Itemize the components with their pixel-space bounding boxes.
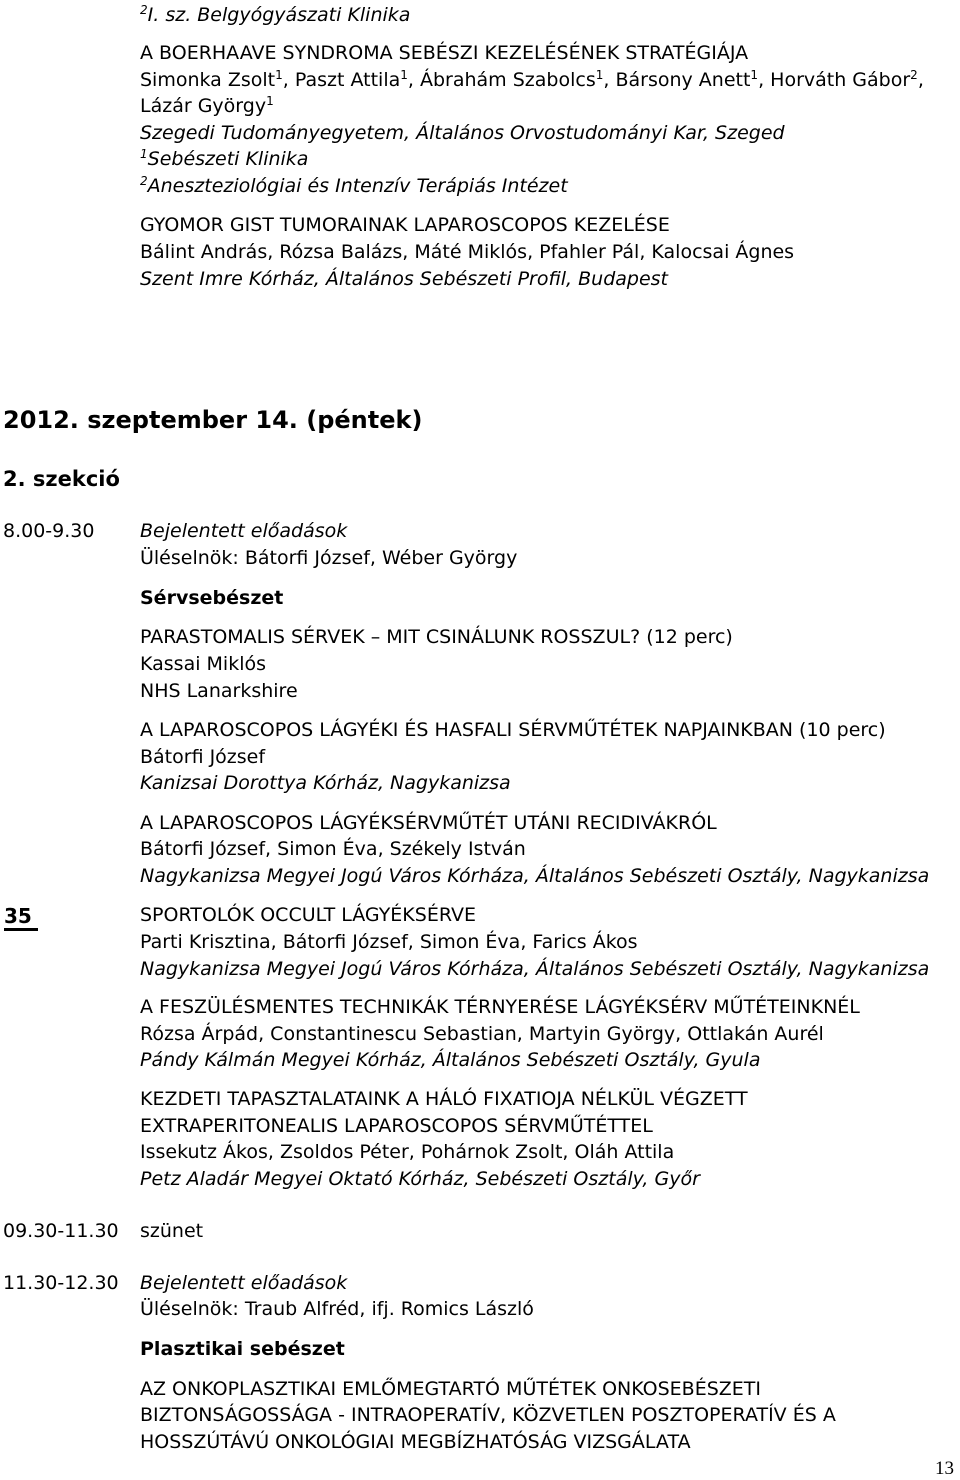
dept-sup: 1 bbox=[140, 147, 148, 161]
badge-underline bbox=[4, 928, 38, 931]
talk-title: AZ ONKOPLASZTIKAI EMLŐMEGTARTÓ MŰTÉTEK ONKOSEBÉSZETI bbox=[140, 1378, 762, 1400]
talk-authors: Parti Krisztina, Bátorfi József, Simon Éva, Farics Ákos bbox=[140, 931, 638, 953]
talk-authors: Issekutz Ákos, Zsoldos Péter, Pohárnok Zsolt, Oláh Attila bbox=[140, 1141, 675, 1163]
talk-title: SPORTOLÓK OCCULT LÁGYÉKSÉRVE bbox=[140, 904, 476, 926]
talk-institution: Petz Aladár Megyei Oktató Kórház, Sebészeti Osztály, Győr bbox=[140, 1168, 700, 1190]
author-sup: 1 bbox=[750, 68, 759, 82]
section-heading: 2. szekció bbox=[3, 467, 120, 491]
talk-institution: Kanizsai Dorottya Kórház, Nagykanizsa bbox=[140, 772, 511, 794]
abstract1-authors bbox=[140, 68, 924, 91]
author-sep: , bbox=[758, 69, 771, 91]
dept-text: Aneszteziológiai és Intenzív Terápiás Intézet bbox=[147, 175, 568, 197]
block2-time: 11.30-12.30 bbox=[3, 1272, 119, 1294]
author-name: Horváth Gábor bbox=[770, 69, 911, 91]
author-name: Simonka Zsolt bbox=[140, 69, 276, 91]
abstract1-institution: Szegedi Tudományegyetem, Általános Orvostudományi Kar, Szeged bbox=[140, 122, 785, 144]
author-sep: , bbox=[917, 69, 924, 91]
author-sup: 2 bbox=[910, 68, 918, 82]
author-sup: 1 bbox=[266, 94, 274, 108]
author-sep: , bbox=[603, 69, 616, 91]
block2-chairs: Üléselnök: Traub Alfréd, ifj. Romics László bbox=[140, 1298, 534, 1320]
talk-authors: Bátorfi József bbox=[140, 746, 266, 768]
author-sup: 1 bbox=[400, 68, 408, 82]
talk-title-line3: HOSSZÚTÁVÚ ONKOLÓGIAI MEGBÍZHATÓSÁG VIZSGÁLATA bbox=[140, 1431, 691, 1453]
dept-sup: 2 bbox=[140, 174, 148, 188]
talk-institution: Nagykanizsa Megyei Jogú Város Kórháza, Általános Sebészeti Osztály, Nagykanizsa bbox=[140, 958, 930, 980]
talk-institution: NHS Lanarkshire bbox=[140, 680, 298, 702]
talk-authors: Kassai Miklós bbox=[140, 653, 267, 675]
block2-topic: Plasztikai sebészet bbox=[140, 1338, 345, 1360]
author-name: Ábrahám Szabolcs bbox=[419, 69, 596, 91]
block1-label: Bejelentett előadások bbox=[140, 520, 348, 542]
author-sup: 1 bbox=[275, 68, 283, 82]
author-name: Bársony Anett bbox=[615, 69, 751, 91]
affil-text: I. sz. Belgyógyászati Klinika bbox=[147, 4, 411, 26]
author-sep: , bbox=[407, 69, 420, 91]
abstract1-title: A BOERHAAVE SYNDROMA SEBÉSZI KEZELÉSÉNEK STRATÉGIÁJA bbox=[140, 42, 749, 64]
abstract1-dept2 bbox=[140, 174, 568, 197]
break-label: szünet bbox=[140, 1220, 204, 1242]
talk-title: KEZDETI TAPASZTALATAINK A HÁLÓ FIXATIOJA NÉLKÜL VÉGZETT bbox=[140, 1088, 748, 1110]
page-number: 13 bbox=[935, 1458, 954, 1479]
talk-title: A FESZÜLÉSMENTES TECHNIKÁK TÉRNYERÉSE LÁGYÉKSÉRV MŰTÉTEINKNÉL bbox=[140, 996, 860, 1018]
author-name: Paszt Attila bbox=[294, 69, 401, 91]
break-time: 09.30-11.30 bbox=[3, 1220, 119, 1242]
author-sup: 1 bbox=[595, 68, 604, 82]
abstract1-authors-line2 bbox=[140, 94, 274, 117]
talk-institution: Pándy Kálmán Megyei Kórház, Általános Sebészeti Osztály, Gyula bbox=[140, 1049, 761, 1071]
block1-time: 8.00-9.30 bbox=[3, 520, 95, 542]
side-badge: 35 bbox=[4, 904, 32, 928]
abstract2-authors: Bálint András, Rózsa Balázs, Máté Miklós, Pfahler Pál, Kalocsai Ágnes bbox=[140, 241, 795, 263]
author-sep: , bbox=[282, 69, 295, 91]
affiliation-line bbox=[140, 3, 411, 26]
talk-title: PARASTOMALIS SÉRVEK – MIT CSINÁLUNK ROSSZUL? (12 perc) bbox=[140, 626, 733, 648]
dept-text: Sebészeti Klinika bbox=[147, 148, 309, 170]
author-name: Lázár György bbox=[140, 95, 267, 117]
affil-sup: 2 bbox=[140, 3, 148, 17]
day-heading: 2012. szeptember 14. (péntek) bbox=[3, 406, 423, 434]
abstract2-title: GYOMOR GIST TUMORAINAK LAPAROSCOPOS KEZELÉSE bbox=[140, 214, 670, 236]
talk-title: A LAPAROSCOPOS LÁGYÉKI ÉS HASFALI SÉRVMŰTÉTEK NAPJAINKBAN (10 perc) bbox=[140, 719, 886, 741]
talk-authors: Rózsa Árpád, Constantinescu Sebastian, Martyin György, Ottlakán Aurél bbox=[140, 1023, 824, 1045]
talk-title-line2: BIZTONSÁGOSSÁGA - INTRAOPERATÍV, KÖZVETLEN POSZTOPERATÍV ÉS A bbox=[140, 1404, 836, 1426]
talk-title-line2: EXTRAPERITONEALIS LAPAROSCOPOS SÉRVMŰTÉTTEL bbox=[140, 1115, 653, 1137]
abstract1-dept1 bbox=[140, 147, 309, 170]
talk-authors: Bátorfi József, Simon Éva, Székely István bbox=[140, 838, 526, 860]
block1-topic: Sérvsebészet bbox=[140, 587, 284, 609]
talk-institution: Nagykanizsa Megyei Jogú Város Kórháza, Általános Sebészeti Osztály, Nagykanizsa bbox=[140, 865, 930, 887]
block2-label: Bejelentett előadások bbox=[140, 1272, 348, 1294]
talk-title: A LAPAROSCOPOS LÁGYÉKSÉRVMŰTÉT UTÁNI RECIDIVÁKRÓL bbox=[140, 812, 717, 834]
abstract2-institution: Szent Imre Kórház, Általános Sebészeti Profil, Budapest bbox=[140, 268, 668, 290]
block1-chairs: Üléselnök: Bátorfi József, Wéber György bbox=[140, 547, 518, 569]
